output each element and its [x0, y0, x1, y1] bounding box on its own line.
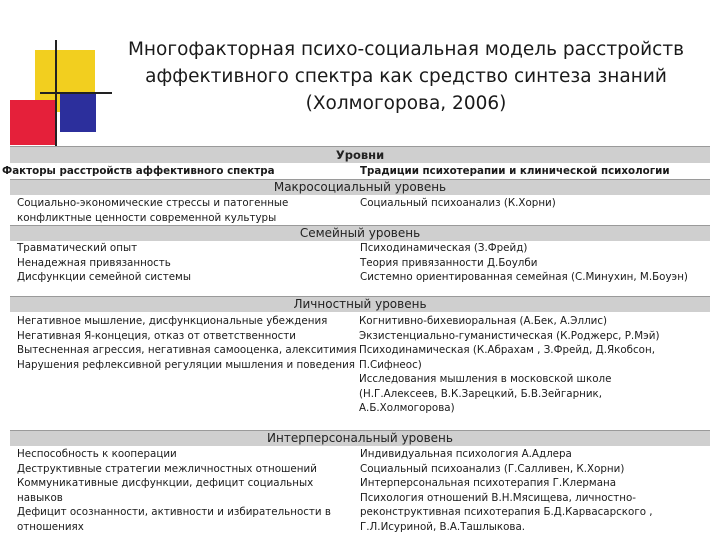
tradition-line: Когнитивно-бихевиоральная (А.Бек, А.Эллис) — [359, 315, 608, 327]
title-line-2: аффективного спектра как средство синтеза знаний — [145, 66, 667, 87]
traditions-macrosocial — [360, 196, 556, 211]
tradition-line: Индивидуальная психология А.Адлера — [360, 448, 572, 460]
tradition-line: (Н.Г.Алексеев, В.К.Зарецкий, Б.В.Зейгарник, — [359, 387, 603, 400]
decor-blue-square — [60, 92, 96, 132]
factor-line: Деструктивные стратегии межличностных отношений — [17, 462, 317, 475]
tradition-line: Системно ориентированная семейная (С.Минухин, М.Боуэн) — [360, 271, 688, 283]
tradition-line: реконструктивная психотерапия Б.Д.Карвасарского , — [360, 506, 653, 518]
tradition-line: Г.Л.Исуриной, В.А.Ташлыкова. — [360, 520, 526, 533]
factor-line: Травматический опыт — [17, 242, 138, 254]
tradition-line: Психодинамическая (З.Фрейд) — [360, 242, 528, 254]
factor-line: Коммуникативные дисфункции, дефицит социальных — [17, 477, 314, 489]
tradition-line: А.Б.Холмогорова) — [359, 402, 455, 414]
level-band-family: Семейный уровень — [10, 226, 710, 241]
tradition-line: Теория привязанности Д.Боулби — [360, 256, 538, 269]
levels-header: Уровни — [10, 147, 710, 163]
level-band-interpersonal: Интерперсональный уровень — [10, 431, 710, 446]
traditions-interpersonal — [360, 447, 653, 534]
tradition-line: Психодинамическая (К.Абрахам , З.Фрейд, Д.Якобсон, — [359, 344, 655, 356]
factor-line: Дефицит осознанности, активности и избирательности в — [17, 506, 331, 518]
title-line-3: (Холмогорова, 2006) — [305, 93, 507, 114]
factors-interpersonal — [17, 447, 331, 534]
level-band-personal: Личностный уровень — [10, 297, 710, 312]
column-header-traditions: Традиции психотерапии и клинической психологии — [360, 165, 670, 177]
slide-title — [100, 36, 712, 117]
title-line-1: Многофакторная психо-социальная модель расстройств — [127, 39, 685, 60]
column-header-factors: Факторы расстройств аффективного спектра — [2, 165, 275, 177]
tradition-line: Экзистенциально-гуманистическая (К.Роджерс, Р.Мэй) — [359, 329, 660, 342]
factor-line: Негативная Я-концеция, отказ от ответственности — [17, 329, 296, 342]
tradition-line: Психология отношений В.Н.Мясищева, личностно- — [360, 491, 636, 504]
decor-vertical-line — [55, 40, 57, 152]
decor-red-square — [10, 100, 55, 145]
tradition-line: Исследования мышления в московской школе — [359, 373, 612, 385]
factor-line: Неспособность к кооперации — [17, 448, 177, 460]
factor-line: Ненадежная привязанность — [17, 256, 171, 269]
traditions-personal — [359, 314, 659, 416]
level-band-macrosocial: Макросоциальный уровень — [10, 180, 710, 195]
factor-line: Дисфункции семейной системы — [17, 271, 191, 283]
traditions-family — [360, 241, 688, 285]
factor-line: Социально-экономические стрессы и патогенные — [17, 197, 289, 209]
factor-line: отношениях — [17, 520, 84, 533]
factor-line: Негативное мышление, дисфункциональные убеждения — [17, 315, 328, 327]
factors-family — [17, 241, 191, 285]
tradition-line: Социальный психоанализ (Г.Салливен, К.Хорни) — [360, 462, 625, 475]
factor-line: навыков — [17, 491, 63, 504]
factors-macrosocial — [17, 196, 288, 225]
factor-line: Нарушения рефлексивной регуляции мышления и поведения — [17, 358, 355, 371]
tradition-line: Интерперсональная психотерапия Г.Клермана — [360, 477, 617, 489]
factor-line: Вытесненная агрессия, негативная самооценка, алекситимия — [17, 344, 357, 356]
tradition-line: Социальный психоанализ (К.Хорни) — [360, 197, 556, 209]
factor-line: конфликтные ценности современной культуры — [17, 211, 277, 224]
factors-personal — [17, 314, 357, 372]
tradition-line: П.Сифнеос) — [359, 358, 422, 371]
